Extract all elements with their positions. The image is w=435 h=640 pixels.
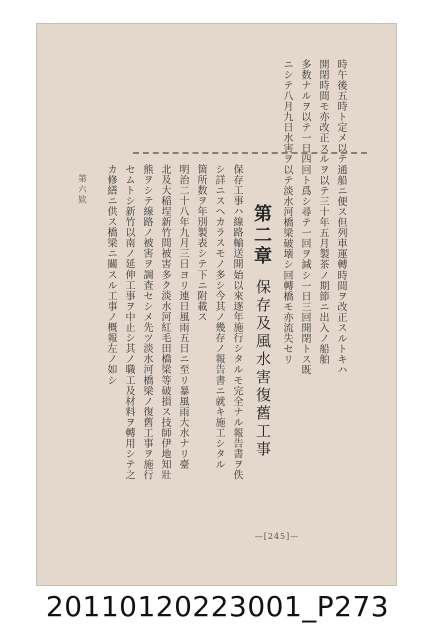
book-page [36,23,397,586]
text-column: ニシテ八月九日水害ヲ以テ淡水河橋梁破壊シ回轉橋モ亦流失セリ [281,59,292,365]
section-side-label: 第六欵 [76,174,87,206]
text-column: 熊ヲシテ線路ノ被害ヲ調査セシメ先ツ淡水河橋梁ノ復舊工事ヲ施行 [141,164,152,481]
text-column: 北及大稲埕新竹間被害多ク淡水河紅毛田橋梁等破損ス技師伊地知壯 [159,164,170,481]
text-column: カ修繕ニ供ス橋梁ニ關スル工事ノ概報左ノ如シ [105,164,116,386]
section-divider [133,152,367,154]
text-column: 開閉時間モ亦改正スルヲ以テ三十年五月製茶ノ期節ニ出入ノ船舶 [317,59,328,365]
text-column: 明治二十八年九月三日ヨリ連日風雨五日ニ至リ暴風雨大水ナリ臺 [177,164,188,470]
chapter-heading: 第二章 [251,204,272,267]
text-column: 保存工事ハ線路輸送開始以來逐年施行シタルモ完全ナル報告書ヲ佚 [231,164,242,481]
text-column: 多数ナルヲ以テ一日四回ト爲シ尋テ一回ヲ減シ一日三回開閉トス既 [299,59,310,376]
image-caption: 20110120223001_P273 [45,590,390,623]
chapter-title: 保存及風水害復舊工事 [254,279,272,459]
text-column: シ詳ニスヘカラスモノ多シ今其ノ幾存ノ報告書ニ就キ施工シタル [213,164,224,470]
text-column: セムトシ新竹以南ノ延伸工事ヲ中止シ其ノ職工及材料ヲ轉用シテ之 [123,164,134,481]
page-number: —[245]— [254,532,300,541]
text-column: 時午後五時ト定メ以テ通船ニ便ス但列車運轉時間ヲ改正スルトキハ [335,59,346,376]
text-column: 箇所数ヲ年別製表シテ下ニ附載ス [195,164,206,323]
